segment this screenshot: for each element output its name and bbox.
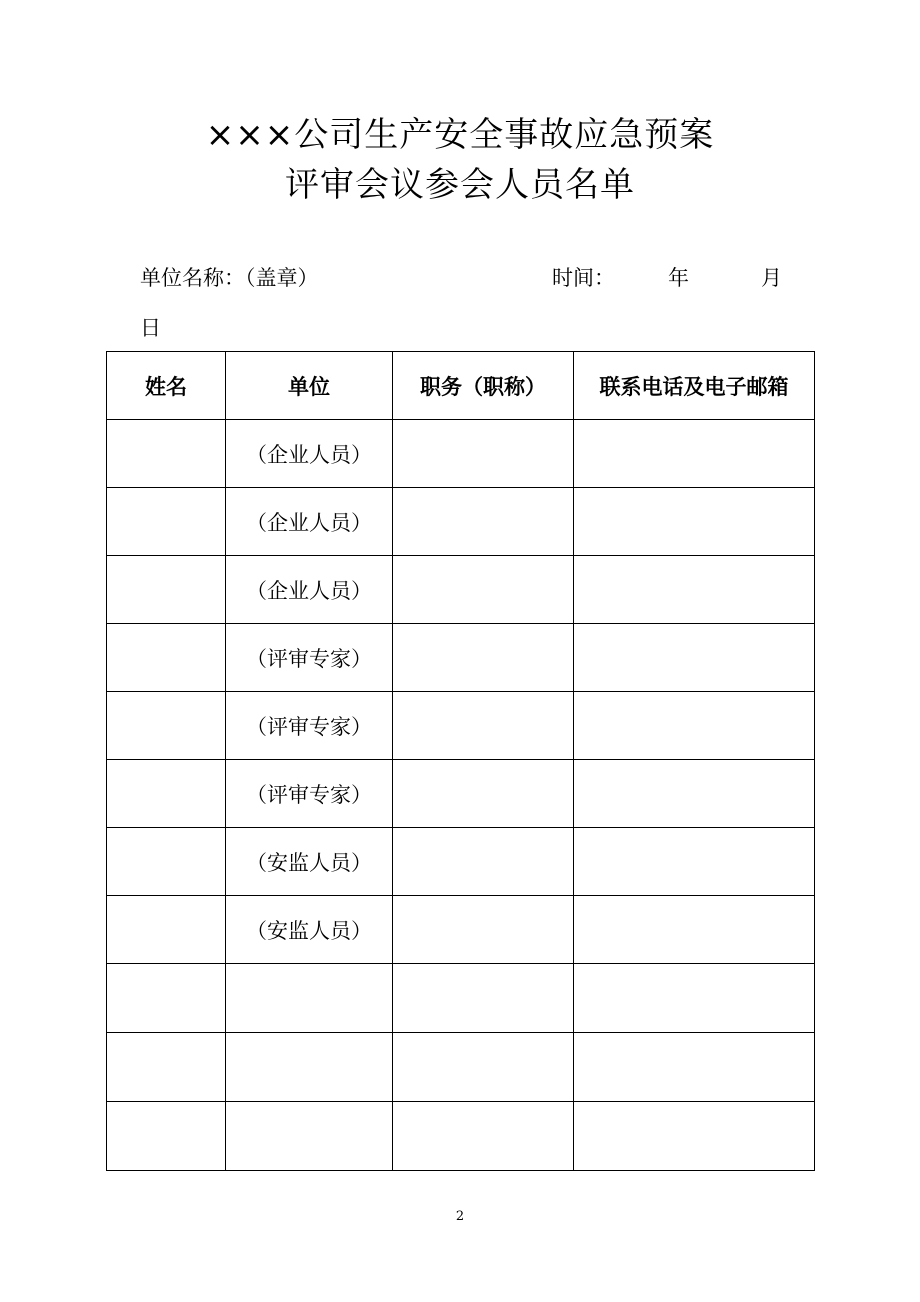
- cell-contact: [574, 624, 815, 692]
- cell-unit: （评审专家）: [226, 760, 393, 828]
- unit-name-label: 单位名称：（盖章）: [140, 266, 319, 290]
- cell-contact: [574, 488, 815, 556]
- cell-name: [107, 1102, 226, 1171]
- cell-title: [393, 828, 574, 896]
- cell-unit: [226, 964, 393, 1033]
- day-label: 日: [140, 316, 161, 340]
- cell-title: [393, 1102, 574, 1171]
- table-row: [107, 624, 815, 692]
- cell-name: [107, 828, 226, 896]
- cell-name: [107, 760, 226, 828]
- table-header-row: [107, 352, 815, 420]
- cell-unit: （企业人员）: [226, 556, 393, 624]
- cell-title: [393, 420, 574, 488]
- cell-title: [393, 964, 574, 1033]
- cell-name: [107, 1033, 226, 1102]
- cell-contact: [574, 1033, 815, 1102]
- attendee-table: [106, 351, 815, 1171]
- table-row: [107, 964, 815, 1033]
- cell-unit: （评审专家）: [226, 692, 393, 760]
- document-title-line-1: ×××公司生产安全事故应急预案: [205, 115, 715, 155]
- cell-contact: [574, 420, 815, 488]
- document-title-line-2: 评审会议参会人员名单: [285, 165, 635, 205]
- page-number: 2: [455, 1209, 465, 1224]
- cell-unit: [226, 1102, 393, 1171]
- cell-contact: [574, 828, 815, 896]
- header-unit: 单位: [226, 352, 393, 420]
- cell-contact: [574, 964, 815, 1033]
- cell-name: [107, 488, 226, 556]
- table-row: [107, 420, 815, 488]
- cell-name: [107, 624, 226, 692]
- attendee-table-body: [107, 420, 815, 1171]
- cell-contact: [574, 556, 815, 624]
- table-row: [107, 828, 815, 896]
- cell-name: [107, 556, 226, 624]
- cell-name: [107, 896, 226, 964]
- cell-name: [107, 964, 226, 1033]
- cell-unit: （企业人员）: [226, 420, 393, 488]
- cell-unit: （企业人员）: [226, 488, 393, 556]
- header-title: 职务（职称）: [393, 352, 574, 420]
- table-row: [107, 556, 815, 624]
- table-row: [107, 896, 815, 964]
- table-row: [107, 760, 815, 828]
- cell-title: [393, 760, 574, 828]
- cell-name: [107, 420, 226, 488]
- cell-contact: [574, 1102, 815, 1171]
- cell-title: [393, 896, 574, 964]
- cell-unit: （安监人员）: [226, 828, 393, 896]
- cell-name: [107, 692, 226, 760]
- cell-title: [393, 1033, 574, 1102]
- header-name: 姓名: [107, 352, 226, 420]
- cell-unit: [226, 1033, 393, 1102]
- cell-title: [393, 692, 574, 760]
- cell-contact: [574, 896, 815, 964]
- cell-title: [393, 556, 574, 624]
- time-label: 时间：: [552, 266, 615, 290]
- cell-unit: （评审专家）: [226, 624, 393, 692]
- table-row: [107, 1102, 815, 1171]
- year-label: 年: [668, 266, 689, 290]
- table-row: [107, 488, 815, 556]
- month-label: 月: [761, 266, 782, 290]
- header-contact: 联系电话及电子邮箱: [574, 352, 815, 420]
- table-row: [107, 1033, 815, 1102]
- cell-title: [393, 624, 574, 692]
- table-row: [107, 692, 815, 760]
- cell-contact: [574, 692, 815, 760]
- cell-unit: （安监人员）: [226, 896, 393, 964]
- cell-contact: [574, 760, 815, 828]
- cell-title: [393, 488, 574, 556]
